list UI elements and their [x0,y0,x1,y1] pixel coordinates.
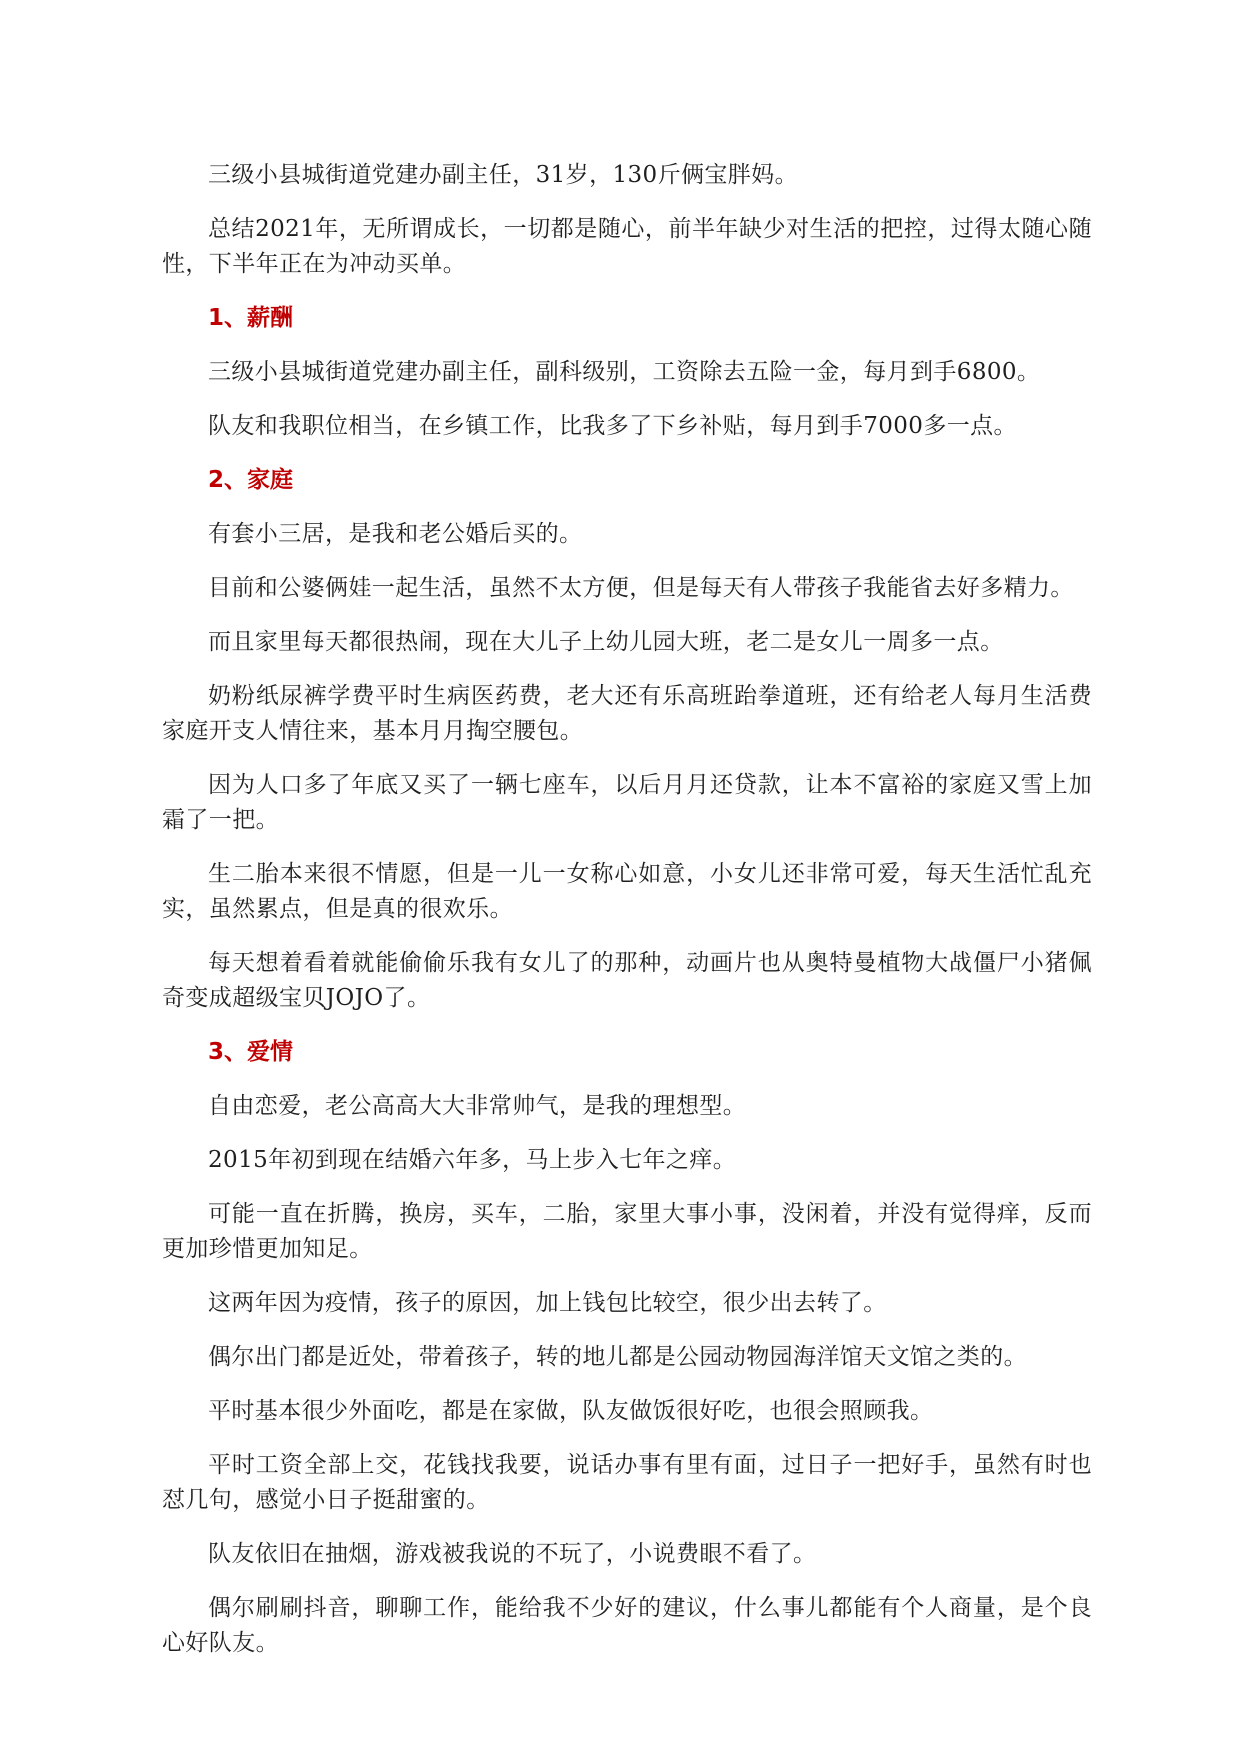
family-paragraph: 奶粉纸尿裤学费平时生病医药费，老大还有乐高班跆拳道班，还有给老人每月生活费家庭开支人情往来，基本月月掏空腰包。 [162,683,1092,744]
family-paragraph: 因为人口多了年底又买了一辆七座车，以后月月还贷款，让本不富裕的家庭又雪上加霜了一把。 [162,772,1092,833]
family-paragraph: 生二胎本来很不情愿，但是一儿一女称心如意，小女儿还非常可爱，每天生活忙乱充实，虽然累点，但是真的很欢乐。 [162,861,1092,922]
salary-paragraph: 队友和我职位相当，在乡镇工作，比我多了下乡补贴，每月到手7000多一点。 [208,413,1017,439]
love-paragraph: 自由恋爱，老公高高大大非常帅气，是我的理想型。 [208,1093,747,1119]
love-paragraph: 平时工资全部上交，花钱找我要，说话办事有里有面，过日子一把好手，虽然有时也怼几句，感觉小日子挺甜蜜的。 [162,1452,1092,1513]
article-body [162,158,1092,1680]
summary-paragraph: 总结2021年，无所谓成长，一切都是随心，前半年缺少对生活的把控，过得太随心随性，下半年正在为冲动买单。 [162,216,1092,277]
family-paragraph: 而且家里每天都很热闹，现在大儿子上幼儿园大班，老二是女儿一周多一点。 [208,629,1004,655]
heading-salary: 1、薪酬 [208,305,294,331]
love-paragraph: 偶尔出门都是近处，带着孩子，转的地儿都是公园动物园海洋馆天文馆之类的。 [208,1344,1027,1370]
love-paragraph: 偶尔刷刷抖音，聊聊工作，能给我不少好的建议，什么事儿都能有个人商量，是个良心好队友。 [162,1595,1092,1656]
love-paragraph: 队友依旧在抽烟，游戏被我说的不玩了，小说费眼不看了。 [208,1541,817,1567]
family-paragraph: 目前和公婆俩娃一起生活，虽然不太方便，但是每天有人带孩子我能省去好多精力。 [208,575,1074,601]
heading-love: 3、爱情 [208,1039,294,1065]
love-paragraph: 2015年初到现在结婚六年多，马上步入七年之痒。 [208,1147,737,1173]
love-paragraph: 平时基本很少外面吃，都是在家做，队友做饭很好吃，也很会照顾我。 [208,1398,934,1424]
salary-paragraph: 三级小县城街道党建办副主任，副科级别，工资除去五险一金，每月到手6800。 [208,359,1041,385]
family-paragraph: 有套小三居，是我和老公婚后买的。 [208,521,583,547]
love-paragraph: 可能一直在折腾，换房，买车，二胎，家里大事小事，没闲着，并没有觉得痒，反而更加珍惜更加知足。 [162,1201,1092,1262]
family-paragraph: 每天想着看着就能偷偷乐我有女儿了的那种，动画片也从奥特曼植物大战僵尸小猪佩奇变成超级宝贝JOJO了。 [162,950,1092,1011]
heading-family: 2、家庭 [208,467,294,493]
love-paragraph: 这两年因为疫情，孩子的原因，加上钱包比较空，很少出去转了。 [208,1290,887,1316]
intro-paragraph: 三级小县城街道党建办副主任，31岁，130斤俩宝胖妈。 [208,162,798,188]
